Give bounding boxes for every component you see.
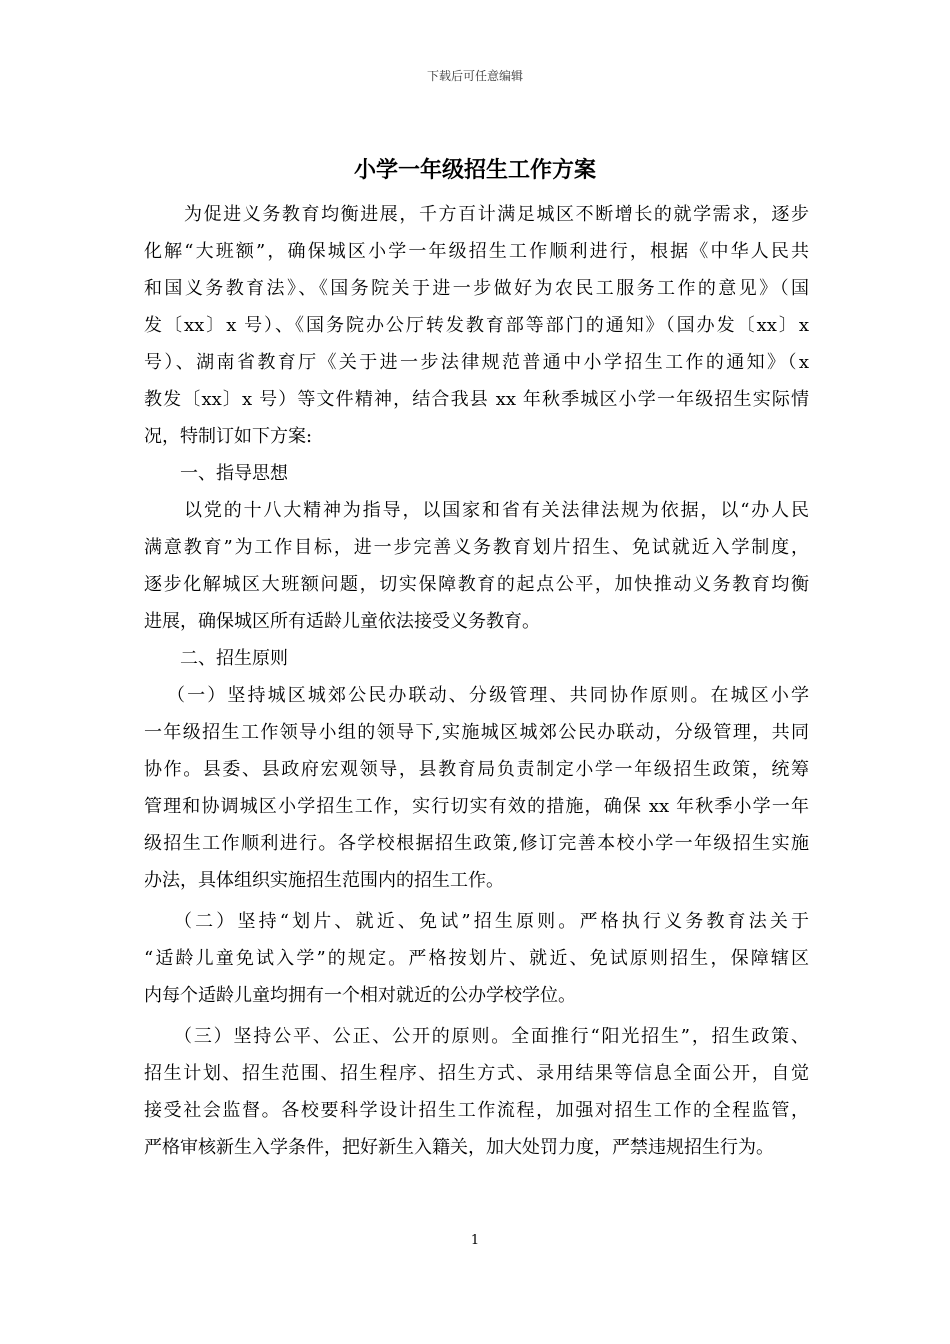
text-line: 逐步化解城区大班额问题，切实保障教育的起点公平，加快推动义务教育均衡: [144, 574, 809, 595]
text-line: 招生计划、招生范围、招生程序、招生方式、录用结果等信息全面公开，自觉: [144, 1063, 809, 1084]
text-line: 化解“大班额”，确保城区小学一年级招生工作顺利进行，根据《中华人民共: [144, 241, 809, 262]
section-heading-enrollment-principles: 二、招生原则: [180, 648, 288, 669]
paragraph-principle-two: [144, 903, 809, 1014]
paragraph-guiding-ideology: [144, 492, 809, 640]
text-line: 一年级招生工作领导小组的领导下,实施城区城郊公民办联动，分级管理，共同: [144, 722, 809, 743]
text-line: 办法，具体组织实施招生范围内的招生工作。: [144, 870, 504, 891]
section-heading-guiding-ideology: 一、指导思想: [180, 463, 288, 484]
text-line: “适龄儿童免试入学”的规定。严格按划片、就近、免试原则招生，保障辖区: [144, 948, 809, 969]
text-line: 严格审核新生入学条件，把好新生入籍关，加大处罚力度，严禁违规招生行为。: [144, 1137, 774, 1158]
text-line: 号）、湖南省教育厅《关于进一步法律规范普通中小学招生工作的通知》（x: [144, 352, 809, 373]
document-title: 小学一年级招生工作方案: [353, 158, 596, 183]
text-line: 发〔xx〕x 号）、《国务院办公厅转发教育部等部门的通知》（国办发〔xx〕x: [144, 315, 809, 336]
paragraph-principle-one: [144, 677, 809, 899]
text-line: 内每个适龄儿童均拥有一个相对就近的公办学校学位。: [144, 985, 576, 1006]
text-line: （三）坚持公平、公正、公开的原则。全面推行“阳光招生”，招生政策、: [174, 1026, 809, 1047]
text-line: 教发〔xx〕x 号）等文件精神，结合我县 xx 年秋季城区小学一年级招生实际情: [144, 389, 809, 410]
text-line: 满意教育”为工作目标，进一步完善义务教育划片招生、免试就近入学制度，: [144, 537, 809, 558]
text-line: 为促进义务教育均衡进展，千方百计满足城区不断增长的就学需求，逐步: [184, 204, 809, 225]
text-line: 管理和协调城区小学招生工作，实行切实有效的措施，确保 xx 年秋季小学一年: [144, 796, 809, 817]
text-line: 进展，确保城区所有适龄儿童依法接受义务教育。: [144, 611, 540, 632]
document-body: [144, 196, 809, 1166]
text-line: 级招生工作顺利进行。各学校根据招生政策,修订完善本校小学一年级招生实施: [144, 833, 809, 854]
text-line: 况，特制订如下方案:: [144, 426, 313, 447]
text-line: 以党的十八大精神为指导，以国家和省有关法律法规为依据，以“办人民: [184, 500, 809, 521]
header-note: 下载后可任意编辑: [426, 69, 523, 83]
page-number: 1: [470, 1233, 480, 1248]
paragraph-principle-three: [144, 1018, 809, 1166]
text-line: （一）坚持城区城郊公民办联动、分级管理、共同协作原则。在城区小学: [167, 685, 809, 706]
text-line: 接受社会监督。各校要科学设计招生工作流程，加强对招生工作的全程监管，: [144, 1100, 809, 1121]
text-line: 和国义务教育法》、《国务院关于进一步做好为农民工服务工作的意见》（国: [144, 278, 809, 299]
text-line: 协作。县委、县政府宏观领导，县教育局负责制定小学一年级招生政策，统筹: [144, 759, 809, 780]
paragraph-intro: [144, 196, 809, 455]
text-line: （二）坚持“划片、就近、免试”招生原则。严格执行义务教育法关于: [174, 911, 809, 932]
